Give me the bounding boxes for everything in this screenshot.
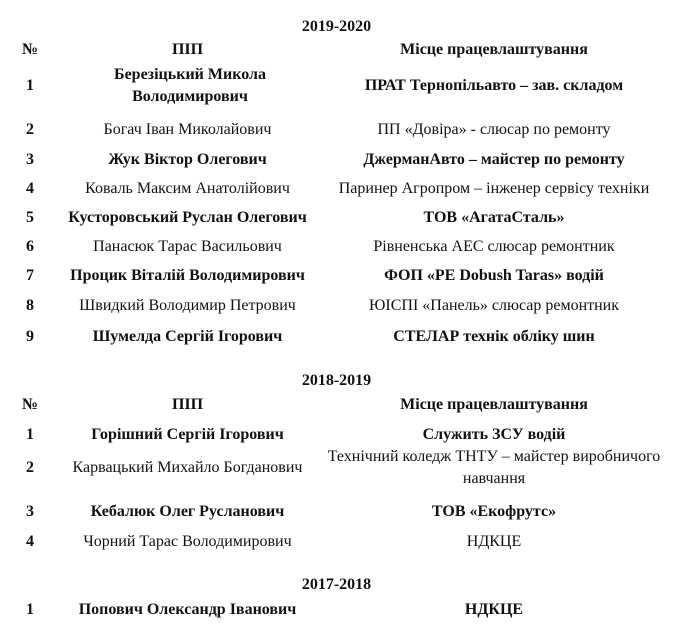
graduate-workplace: Служить ЗСУ водій xyxy=(422,426,566,443)
section-year-title: 2018-2019 xyxy=(301,372,372,389)
column-header-workplace: Місце працевлаштування xyxy=(400,396,588,413)
column-header-name: ПІП xyxy=(171,396,204,413)
graduate-name: Процик Віталій Володимирович xyxy=(70,267,305,284)
graduate-workplace: Паринер Агропром – інженер сервісу техніки xyxy=(338,180,650,197)
column-header-name: ПІП xyxy=(171,41,204,58)
graduate-workplace: ПРАТ Тернопільавто – зав. складом xyxy=(364,77,624,94)
section-year-title: 2019-2020 xyxy=(301,18,372,35)
graduate-name: Панасюк Тарас Васильович xyxy=(93,238,282,255)
row-number: 3 xyxy=(26,151,34,168)
graduate-name: Чорний Тарас Володимирович xyxy=(83,533,292,550)
row-number: 7 xyxy=(26,267,34,284)
graduate-name: Березіцький Микола Володимирович xyxy=(114,66,266,105)
graduate-workplace: ДжерманАвто – майстер по ремонту xyxy=(363,151,625,168)
graduate-name: Попович Олександр Іванович xyxy=(78,601,297,618)
graduate-name: Карвацький Михайло Богданович xyxy=(72,459,303,476)
row-number: 1 xyxy=(26,77,34,94)
graduate-workplace: ЮІСПІ «Панель» слюсар ремонтник xyxy=(368,297,620,314)
graduate-workplace: Рівненська АЕС слюсар ремонтник xyxy=(373,238,615,255)
graduate-workplace: ТОВ «АгатаСталь» xyxy=(423,209,565,226)
column-header-number: № xyxy=(21,396,39,413)
row-number: 2 xyxy=(26,121,34,138)
graduate-name: Богач Іван Миколайович xyxy=(103,121,272,138)
row-number: 4 xyxy=(26,533,34,550)
graduate-workplace: ПП «Довіра» - слюсар по ремонту xyxy=(377,121,611,138)
row-number: 3 xyxy=(26,503,34,520)
graduate-name: Кебалюк Олег Русланович xyxy=(90,503,285,520)
graduate-workplace: ФОП «PE Dobush Taras» водій xyxy=(384,267,604,284)
column-header-workplace: Місце працевлаштування xyxy=(400,41,588,58)
graduate-name: Коваль Максим Анатолійович xyxy=(85,180,290,197)
graduate-name: Шумелда Сергій Ігорович xyxy=(92,328,283,345)
column-header-number: № xyxy=(21,41,39,58)
row-number: 8 xyxy=(26,297,34,314)
graduate-name: Швидкий Володимир Петрович xyxy=(79,297,296,314)
graduate-name: Горішний Сергій Ігорович xyxy=(91,426,284,443)
row-number: 9 xyxy=(26,328,34,345)
graduate-workplace: НДКЦЕ xyxy=(466,533,522,550)
row-number: 2 xyxy=(26,459,34,476)
graduate-workplace: ТОВ «Екофрутс» xyxy=(431,503,557,520)
graduate-name: Кусторовський Руслан Олегович xyxy=(68,209,307,226)
graduate-workplace: НДКЦЕ xyxy=(464,601,524,618)
row-number: 4 xyxy=(26,180,34,197)
row-number: 5 xyxy=(26,209,34,226)
graduate-workplace: Технічний коледж ТНТУ – майстер виробничого навчання xyxy=(327,448,661,487)
graduate-workplace: СТЕЛАР технік обліку шин xyxy=(393,328,595,345)
graduate-name: Жук Віктор Олегович xyxy=(108,151,267,168)
row-number: 1 xyxy=(26,601,34,618)
row-number: 6 xyxy=(26,238,34,255)
row-number: 1 xyxy=(26,426,34,443)
section-year-title: 2017-2018 xyxy=(301,576,372,593)
